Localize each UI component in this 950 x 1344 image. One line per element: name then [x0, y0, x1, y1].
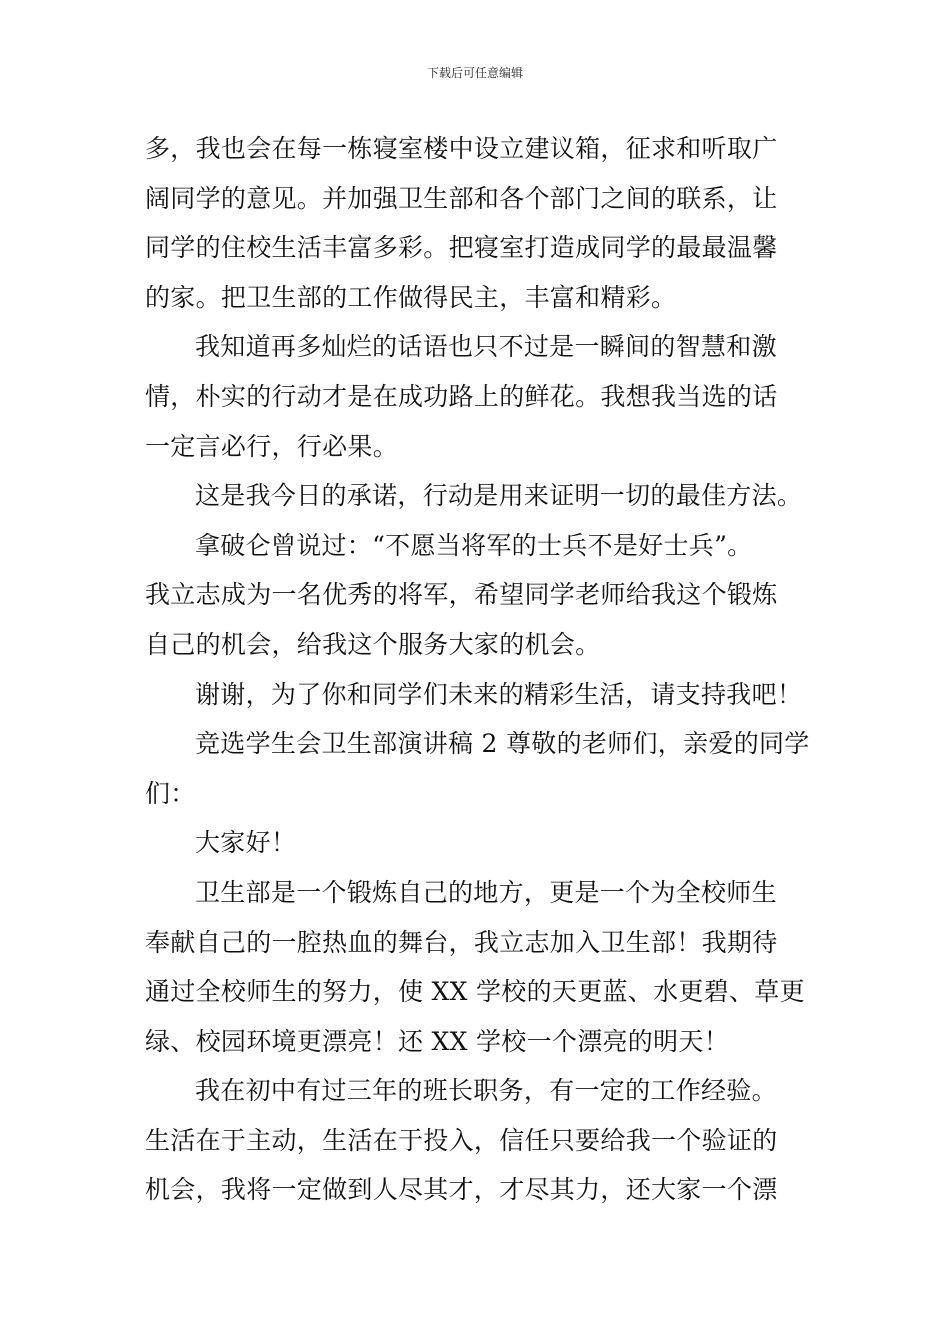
text-line: 多，我也会在每一栋寝室楼中设立建议箱，征求和听取广: [145, 134, 778, 163]
text-line: 谢谢，为了你和同学们未来的精彩生活，请支持我吧！: [195, 679, 803, 709]
text-line: 绿、校园环境更漂亮！还 XX 学校一个漂亮的明天！: [145, 1026, 729, 1056]
text-line: 这是我今日的承诺，行动是用来证明一切的最佳方法。: [195, 481, 803, 511]
text-line: 们：: [145, 778, 196, 808]
document-body: [145, 124, 810, 1215]
text-line: 的家。把卫生部的工作做得民主，丰富和精彩。: [145, 282, 677, 312]
text-line: 阔同学的意见。并加强卫生部和各个部门之间的联系，让: [145, 183, 778, 213]
text-line: 机会，我将一定做到人尽其才，才尽其力，还大家一个漂: [145, 1175, 778, 1205]
text-line: 通过全校师生的努力，使 XX 学校的天更蓝、水更碧、草更: [145, 977, 805, 1007]
text-line: 大家好！: [195, 828, 297, 858]
text-line: 我知道再多灿烂的话语也只不过是一瞬间的智慧和激: [195, 332, 777, 362]
text-line: 我在初中有过三年的班长职务，有一定的工作经验。: [195, 1076, 777, 1106]
page-header: 下载后可任意编辑: [426, 66, 523, 80]
text-line: 卫生部是一个锻炼自己的地方，更是一个为全校师生: [195, 877, 777, 907]
text-line: 奉献自己的一腔热血的舞台，我立志加入卫生部！我期待: [145, 927, 778, 957]
text-line: 一定言必行，行必果。: [145, 431, 399, 461]
text-line: 拿破仑曾说过：“不愿当将军的士兵不是好士兵”。: [195, 530, 753, 560]
text-line: 情，朴实的行动才是在成功路上的鲜花。我想我当选的话: [145, 381, 778, 411]
text-line: 自己的机会，给我这个服务大家的机会。: [145, 629, 601, 659]
text-line: 同学的住校生活丰富多彩。把寝室打造成同学的最最温馨: [145, 233, 778, 263]
text-line: 生活在于主动，生活在于投入，信任只要给我一个验证的: [145, 1125, 778, 1155]
text-line: 竞选学生会卫生部演讲稿 2 尊敬的老师们，亲爱的同学: [195, 729, 810, 759]
text-line: 我立志成为一名优秀的将军，希望同学老师给我这个锻炼: [145, 580, 778, 610]
